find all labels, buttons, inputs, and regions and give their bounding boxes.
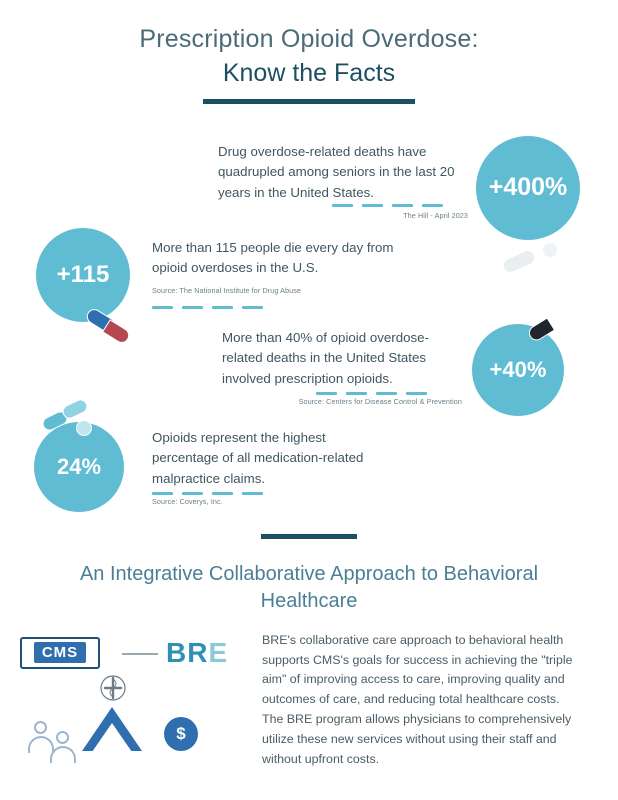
fact-body-40: More than 40% of opioid overdose-related deaths in the United States involved prescription opioids.: [222, 329, 429, 386]
dash: [376, 392, 397, 395]
dash: [152, 306, 173, 309]
fact-source-40: Source: Centers for Disease Control & Prevention: [298, 396, 462, 406]
person-icon: [56, 731, 76, 763]
dash: [242, 306, 263, 309]
fact-text-400: [218, 142, 468, 221]
divider-dashes-400: [332, 204, 443, 207]
cms-logo-label: CMS: [34, 642, 86, 663]
person-body: [28, 736, 54, 753]
pill-decoration-115: [86, 304, 148, 344]
dash: [182, 306, 203, 309]
fact-body-24: Opioids represent the highest percentage of all medication-related malpractice claims.: [152, 429, 364, 486]
stat-circle-400: [476, 136, 580, 240]
tablet-icon: [532, 262, 547, 277]
dash: [152, 492, 173, 495]
fact-source-115: Source: The National Institute for Drug Abuse: [152, 285, 301, 295]
dash: [362, 204, 383, 207]
bre-logo: [166, 637, 228, 669]
fact-text-115: [152, 238, 402, 296]
tablet-icon: [542, 242, 558, 258]
stat-value-40: +40%: [489, 356, 547, 382]
dash: [242, 492, 263, 495]
divider-dashes-115: [152, 306, 263, 309]
tablet-icon: [76, 420, 92, 436]
fact-text-40: [222, 328, 462, 407]
person-head: [56, 731, 69, 744]
logo-connector-line: [122, 653, 158, 655]
fact-body-115: More than 115 people die every day from opioid overdoses in the U.S.: [152, 239, 394, 276]
title-block: [0, 0, 618, 104]
title-underline: [203, 99, 415, 104]
capsule-icon: [546, 302, 578, 330]
dash: [182, 492, 203, 495]
facts-section: [0, 128, 618, 528]
bottom-paragraph: BRE's collaborative care approach to behavioral health supports CMS's goals for success in achieving the "triple aim" of improving access to care, improving quality and outcomes of care, and reducing total healthcare costs. The BRE program allows physicians to comprehensively utilize these new services without using their staff and without upfront costs.: [262, 632, 573, 766]
fact-text-24: [152, 428, 382, 507]
stat-value-400: +400%: [488, 173, 568, 202]
dash: [422, 204, 443, 207]
stat-value-115: +115: [56, 260, 110, 288]
dash: [406, 392, 427, 395]
bre-logo-accent: E: [208, 636, 229, 668]
dash: [212, 492, 233, 495]
person-head: [34, 721, 47, 734]
bottom-section: [0, 629, 618, 779]
page-title-line-1: Prescription Opioid Overdose:: [139, 25, 479, 53]
dollar-badge-icon: [164, 717, 198, 751]
cms-logo: [20, 637, 100, 669]
page-title-line-2: Know the Facts: [222, 59, 396, 88]
dash: [392, 204, 413, 207]
capsule-icon: [60, 397, 90, 421]
logo-cluster: [14, 629, 254, 769]
person-body: [50, 746, 76, 763]
fact-body-400: Drug overdose-related deaths have quadrupled among seniors in the last 20 years in the United States.: [218, 143, 455, 200]
dash: [212, 306, 233, 309]
capsule-icon: [102, 319, 132, 345]
medical-caduceus-icon: [96, 671, 130, 705]
fact-source-24: Source: Coverys, Inc.: [152, 496, 223, 506]
divider-dashes-24: [152, 492, 263, 495]
dollar-symbol: $: [176, 723, 186, 743]
pill-decoration-24: [36, 400, 106, 442]
divider-dashes-40: [316, 392, 427, 395]
triangle-inner-shape: [92, 723, 132, 752]
stat-value-24: 24%: [56, 453, 102, 479]
section-divider: [261, 534, 357, 539]
dash: [316, 392, 337, 395]
person-icon: [34, 721, 54, 753]
pill-decoration-400: [502, 240, 572, 284]
dash: [332, 204, 353, 207]
dash: [346, 392, 367, 395]
fact-source-400: The Hill - April 2023: [403, 210, 468, 220]
pill-decoration-40: [528, 308, 592, 348]
section-subtitle: An Integrative Collaborative Approach to Behavioral Healthcare: [79, 562, 539, 612]
bre-logo-label: BR: [166, 636, 209, 668]
